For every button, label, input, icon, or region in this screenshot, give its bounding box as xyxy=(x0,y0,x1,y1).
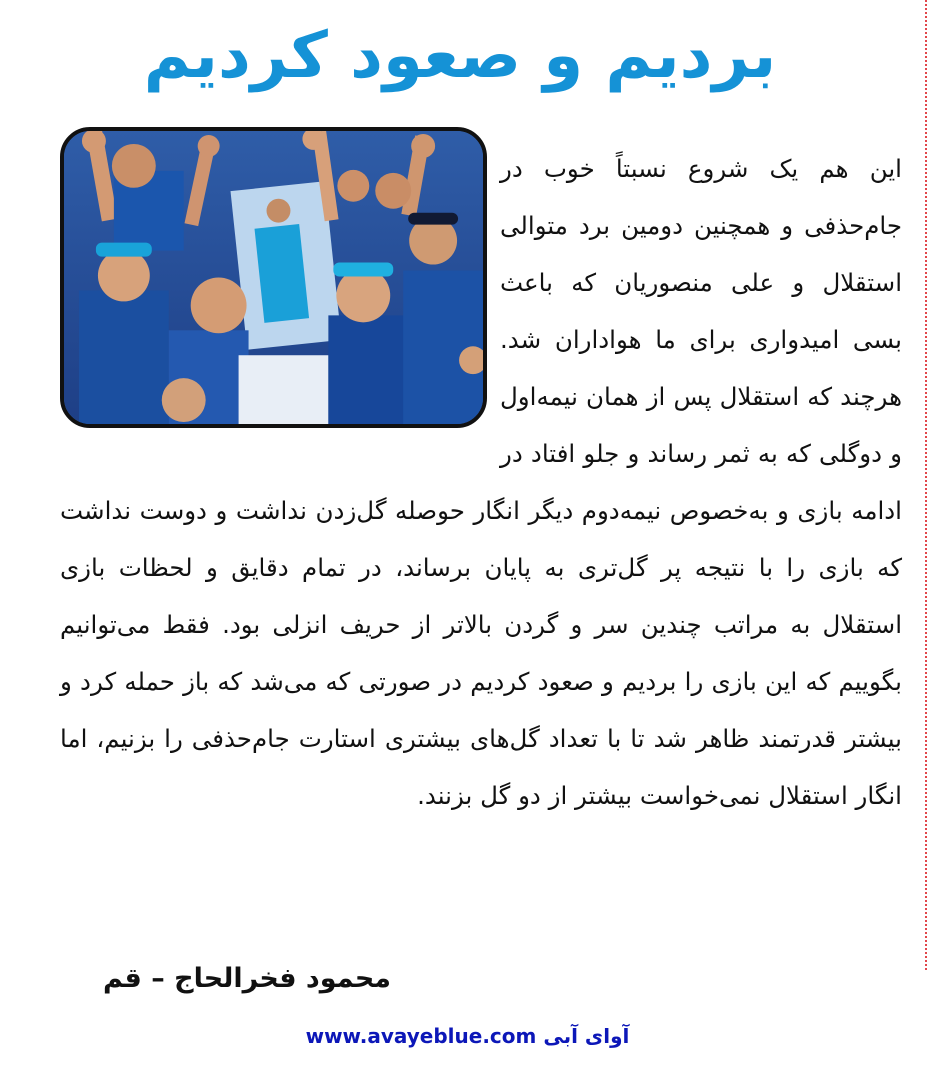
dotted-column-rule xyxy=(925,0,927,970)
photo-float-spacer xyxy=(60,140,500,451)
article-headline: بردیم و صعود کردیم xyxy=(143,19,777,93)
brand-name: آوای آبی xyxy=(543,1024,630,1048)
footer xyxy=(0,1024,931,1048)
article-body xyxy=(60,140,902,824)
article-body-text: این هم یک شروع نسبتاً خوب در جام‌حذفی و همچنین دومین برد متوالی استقلال و علی منصوریان که باعث بسی امیدواری برای ما هواداران شد. هرچند که استقلال پس از همان نیمه‌اول و دوگلی که به ثمر رساند و جلو افتاد در ادامه بازی و به‌خصوص نیمه‌دوم دیگر انگار حوصله گل‌زدن نداشت و دوست نداشت که بازی را با نتیجه پر گل‌تری به پایان برساند، در تمام دقایق و لحظات بازی استقلال به مراتب چندین سر و گردن بالاتر از حریف انزلی بود. فقط می‌توانیم بگوییم که این بازی را بردیم و صعود کردیم در صورتی که می‌شد که باز حمله کرد و بیشتر قدرتمند ظاهر شد تا با تعداد گل‌های بیشتری استارت جام‌حذفی را بزنیم، اما انگار استقلال نمی‌خواست بیشتر از دو گل بزنند. xyxy=(60,154,902,810)
author-byline: محمود فخرالحاج – قم xyxy=(103,963,391,994)
website-link[interactable]: www.avayeblue.com xyxy=(305,1024,537,1048)
